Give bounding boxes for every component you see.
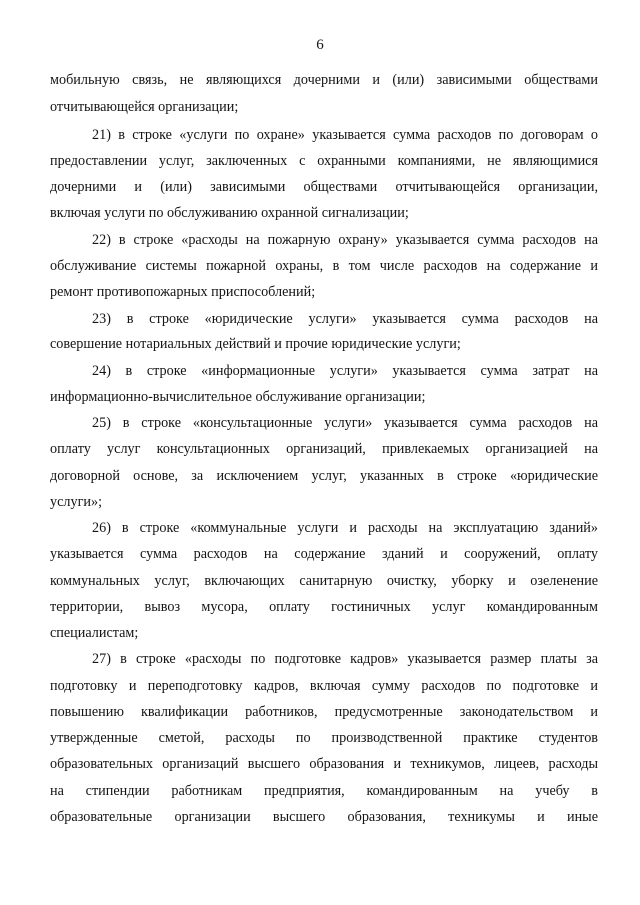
text-line: мобильную связь, не являющихся дочерними и (или) зависимыми обществами — [50, 72, 598, 88]
text-line: оплату услуг консультационных организаций, привлекаемых организацией на — [50, 441, 598, 457]
text-line: услуги»; — [50, 494, 103, 510]
page-number: 6 — [316, 37, 324, 53]
text-line: 26) в строке «коммунальные услуги и расходы на эксплуатацию зданий» — [92, 520, 598, 536]
text-line: повышению квалификации работников, предусмотренные законодательством и — [50, 704, 598, 720]
text-line: на стипендии работникам предприятия, командированным на учебу в — [50, 783, 598, 799]
text-line: 25) в строке «консультационные услуги» указывается сумма расходов на — [92, 415, 598, 431]
text-line: образовательные организации высшего образования, техникумы и иные — [50, 809, 598, 825]
text-line: 21) в строке «услуги по охране» указывается сумма расходов по договорам о — [92, 127, 598, 143]
text-line: утвержденные сметой, расходы по производственной практике студентов — [50, 730, 598, 746]
text-line: территории, вывоз мусора, оплату гостиничных услуг командированным — [50, 599, 598, 615]
text-line: 22) в строке «расходы на пожарную охрану» указывается сумма расходов на — [92, 232, 598, 248]
text-line: обслуживание системы пожарной охраны, в том числе расходов на содержание и — [50, 258, 598, 274]
text-line: специалистам; — [50, 625, 139, 641]
text-line: включая услуги по обслуживанию охранной сигнализации; — [50, 205, 409, 221]
text-line: указывается сумма расходов на содержание зданий и сооружений, оплату — [50, 546, 598, 562]
text-line: ремонт противопожарных приспособлений; — [50, 284, 316, 300]
text-line: подготовку и переподготовку кадров, включая сумму расходов по подготовке и — [50, 678, 598, 694]
text-line: информационно-вычислительное обслуживание организации; — [50, 389, 426, 405]
text-line: совершение нотариальных действий и прочие юридические услуги; — [50, 336, 461, 352]
text-line: отчитывающейся организации; — [50, 99, 239, 115]
text-line: коммунальных услуг, включающих санитарную очистку, уборку и озеленение — [50, 573, 598, 589]
text-line: дочерними и (или) зависимыми обществами отчитывающейся организации, — [50, 179, 598, 195]
text-line: 24) в строке «информационные услуги» указывается сумма затрат на — [92, 363, 598, 379]
text-line: 23) в строке «юридические услуги» указывается сумма расходов на — [92, 311, 598, 327]
text-line: 27) в строке «расходы по подготовке кадров» указывается размер платы за — [92, 651, 598, 667]
text-line: договорной основе, за исключением услуг, указанных в строке «юридические — [50, 468, 598, 484]
text-line: предоставлении услуг, заключенных с охранными компаниями, не являющимися — [50, 153, 598, 169]
text-line: образовательных организаций высшего образования и техникумов, лицеев, расходы — [50, 756, 598, 772]
